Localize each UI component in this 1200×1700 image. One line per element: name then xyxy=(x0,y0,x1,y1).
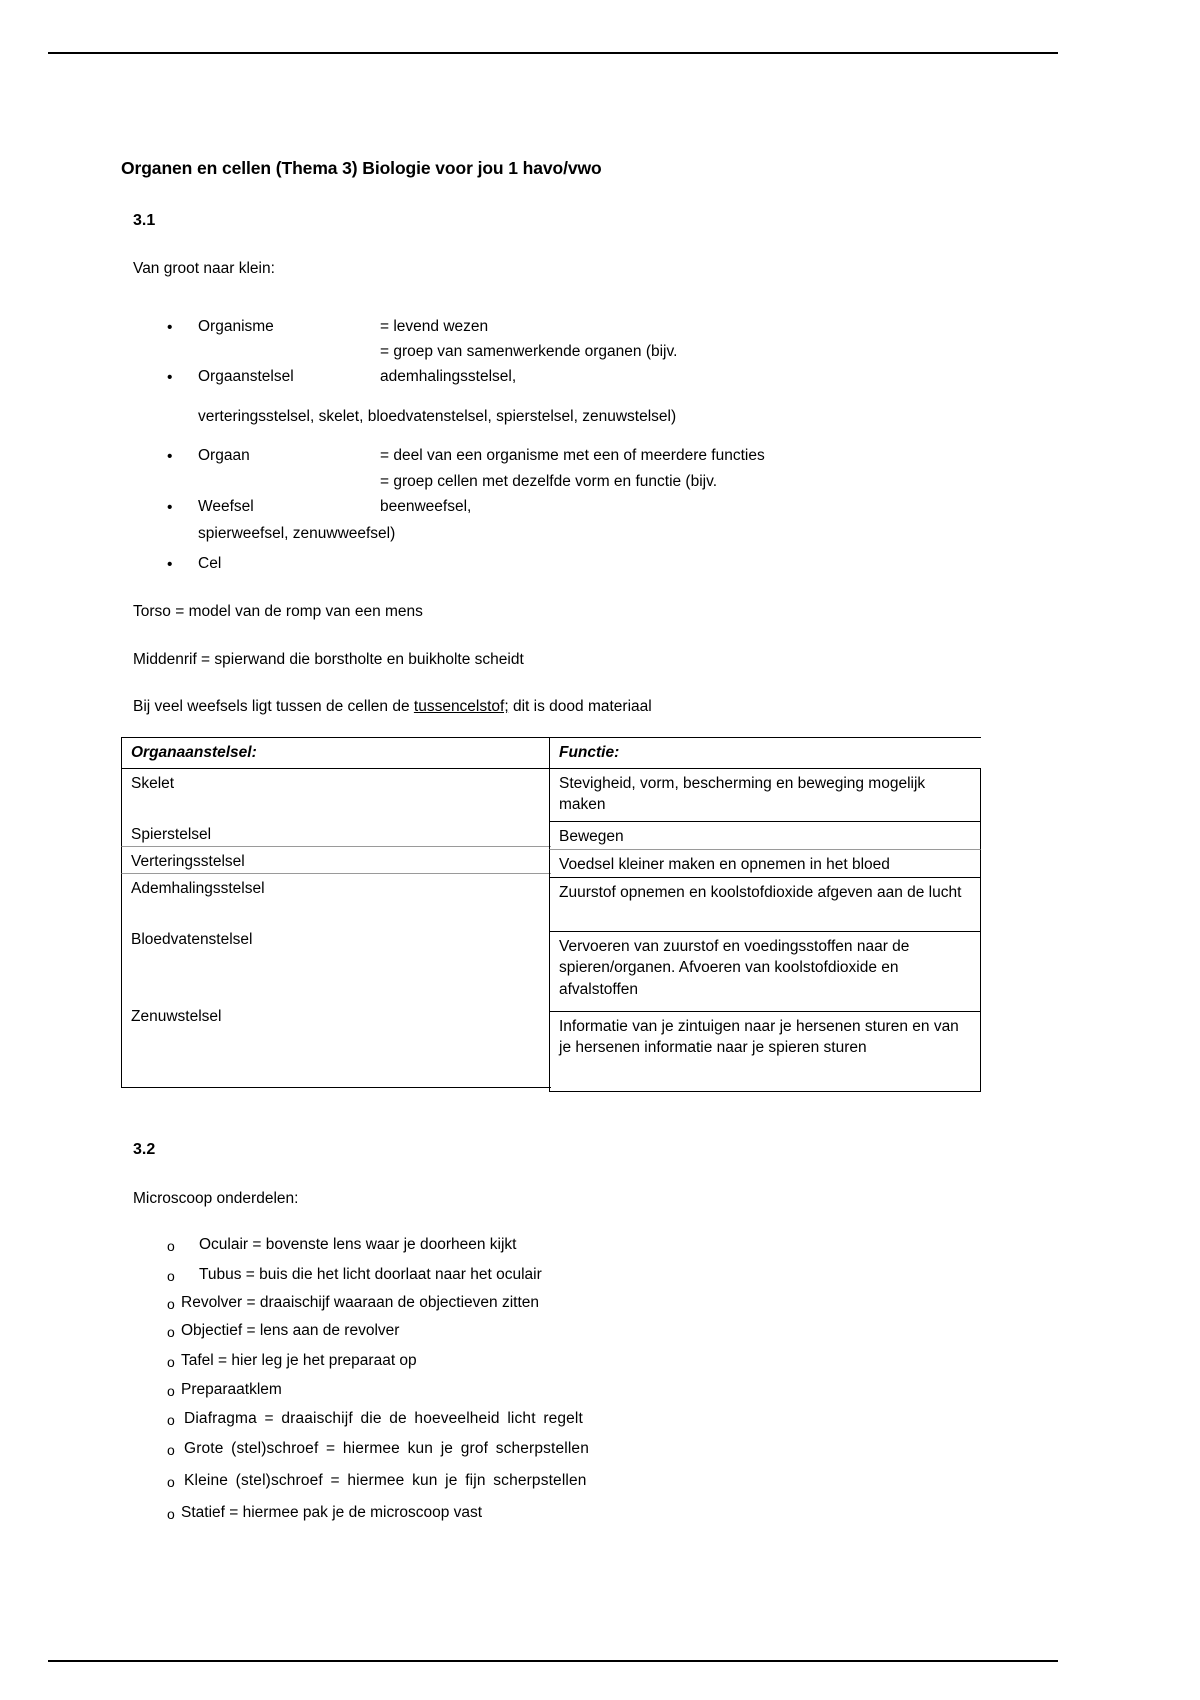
section-heading-3-2: 3.2 xyxy=(133,1141,156,1158)
list-bullet-icon: o xyxy=(167,1474,175,1490)
table-cell-right-bloedvatenstelsel: Vervoeren van zuurstof en voedingsstoffen naar de spieren/organen. Afvoeren van koolstofdioxide en afvalstoffen xyxy=(549,932,981,1012)
list-item-diafragma: Diafragma = draaischijf die de hoeveelheid licht regelt xyxy=(184,1410,583,1427)
table-header-left: Organaanstelsel: xyxy=(121,737,551,769)
list-item-continuation: verteringsstelsel, skelet, bloedvatenstelsel, spierstelsel, zenuwstelsel) xyxy=(198,408,677,425)
list-item-term: Orgaanstelsel xyxy=(198,368,294,385)
definition-torso: Torso = model van de romp van een mens xyxy=(133,603,423,620)
definition-middenrif: Middenrif = spierwand die borstholte en buikholte scheidt xyxy=(133,651,524,668)
list-bullet-icon: • xyxy=(167,499,173,516)
tussencelstof-text-before: Bij veel weefsels ligt tussen de cellen de xyxy=(133,698,414,715)
list-bullet-icon: o xyxy=(167,1238,175,1254)
tussencelstof-keyword: tussencelstof; xyxy=(413,698,509,715)
list-bullet-icon: • xyxy=(167,556,173,573)
list-bullet-icon: o xyxy=(167,1442,175,1458)
list-item-definition: = deel van een organisme met een of meerdere functies xyxy=(380,447,765,464)
list-bullet-icon: o xyxy=(167,1296,175,1312)
intro-text-microscoop-onderdelen: Microscoop onderdelen: xyxy=(133,1190,299,1207)
list-item-objectief: Objectief = lens aan de revolver xyxy=(181,1322,400,1339)
list-item-revolver: Revolver = draaischijf waaraan de objectieven zitten xyxy=(181,1294,539,1311)
table-cell-left-skelet: Skelet xyxy=(121,769,551,820)
list-bullet-icon: o xyxy=(167,1268,175,1284)
list-item-definition: = levend wezen xyxy=(380,318,489,335)
table-cell-left-ademhalingsstelsel: Ademhalingsstelsel xyxy=(121,874,551,925)
list-bullet-icon: o xyxy=(167,1354,175,1370)
table-cell-left-bloedvatenstelsel: Bloedvatenstelsel xyxy=(121,925,551,1002)
list-item-term: Organisme xyxy=(198,318,274,335)
table-cell-left-zenuwstelsel: Zenuwstelsel xyxy=(121,1002,551,1088)
list-item-tafel: Tafel = hier leg je het preparaat op xyxy=(181,1352,417,1369)
list-item-term: Weefsel xyxy=(198,498,254,515)
list-item-grote-stelschroef: Grote (stel)schroef = hiermee kun je grof scherpstellen xyxy=(184,1440,589,1457)
page-header-rule xyxy=(48,52,1058,54)
list-bullet-icon: o xyxy=(167,1383,175,1399)
list-item-definition-wrap-top: = groep cellen met dezelfde vorm en functie (bijv. xyxy=(380,473,718,490)
table-cell-left-verteringsstelsel: Verteringsstelsel xyxy=(121,847,551,874)
list-item-preparaatklem: Preparaatklem xyxy=(181,1381,282,1398)
list-bullet-icon: o xyxy=(167,1324,175,1340)
list-item-definition-wrap-top: = groep van samenwerkende organen (bijv. xyxy=(380,343,678,360)
page-title: Organen en cellen (Thema 3) Biologie voor jou 1 havo/vwo xyxy=(121,158,602,178)
table-cell-right-ademhalingsstelsel: Zuurstof opnemen en koolstofdioxide afgeven aan de lucht xyxy=(549,878,981,932)
table-cell-right-verteringsstelsel: Voedsel kleiner maken en opnemen in het bloed xyxy=(549,850,981,878)
list-item-statief: Statief = hiermee pak je de microscoop vast xyxy=(181,1504,483,1521)
list-item-oculair: Oculair = bovenste lens waar je doorheen kijkt xyxy=(199,1236,517,1253)
list-bullet-icon: • xyxy=(167,369,173,386)
tussencelstof-text-after: dit is dood materiaal xyxy=(508,698,652,715)
list-item-definition: ademhalingsstelsel, xyxy=(380,368,517,385)
list-bullet-icon: • xyxy=(167,448,173,465)
list-item-kleine-stelschroef: Kleine (stel)schroef = hiermee kun je fijn scherpstellen xyxy=(184,1472,587,1489)
table-header-right: Functie: xyxy=(549,737,981,769)
list-item-term: Cel xyxy=(198,555,222,572)
table-cell-right-skelet: Stevigheid, vorm, bescherming en beweging mogelijk maken xyxy=(549,768,981,822)
list-item-tubus: Tubus = buis die het licht doorlaat naar het oculair xyxy=(199,1266,542,1283)
page-footer-rule xyxy=(48,1660,1058,1662)
table-cell-right-spierstelsel: Bewegen xyxy=(549,822,981,850)
section-heading-3-1: 3.1 xyxy=(133,212,156,229)
list-item-term: Orgaan xyxy=(198,447,250,464)
definition-tussencelstof xyxy=(133,696,652,718)
list-bullet-icon: o xyxy=(167,1412,175,1428)
list-item-continuation: spierweefsel, zenuwweefsel) xyxy=(198,525,396,542)
table-cell-right-zenuwstelsel: Informatie van je zintuigen naar je hersenen sturen en van je hersenen informatie naar je spieren sturen xyxy=(549,1012,981,1092)
list-bullet-icon: o xyxy=(167,1506,175,1522)
intro-text-van-groot-naar-klein: Van groot naar klein: xyxy=(133,260,275,277)
list-item-definition: beenweefsel, xyxy=(380,498,472,515)
table-cell-left-spierstelsel: Spierstelsel xyxy=(121,820,551,847)
list-bullet-icon: • xyxy=(167,319,173,336)
